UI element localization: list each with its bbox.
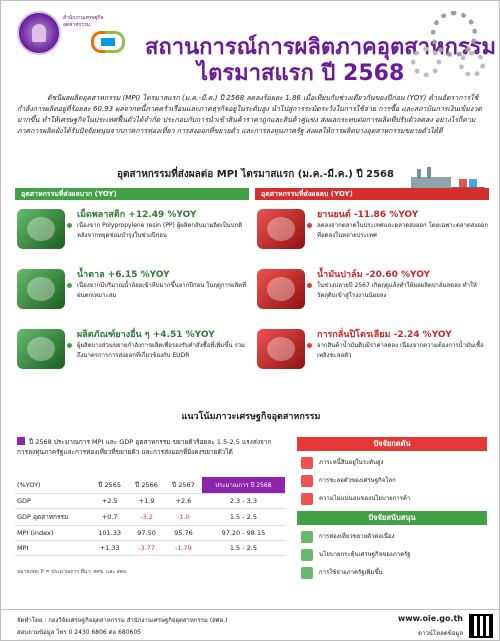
table-cell: +2.6: [165, 494, 202, 509]
industry-desc: เนื่องจาก Polypropylene resin (PP) ผู้ผลิตกลับมาผลิตเป็นปกติหลังจากหยุดซ่อมบำรุงในช่วงปีก่อน: [77, 222, 243, 239]
industry-name: การกลั่นปิโตรเลียม -2.24 %YOY: [317, 330, 452, 340]
mpi-section-title: อุตสาหกรรมที่ส่งผลต่อ MPI ไตรมาสแรก (ม.ค.-มี.ค.) ปี 2568: [117, 169, 394, 180]
table-header: ปี 2567: [165, 477, 202, 494]
table-header: (%YOY): [15, 477, 91, 494]
industry-name: น้ำตาล +6.15 %YOY: [77, 270, 170, 280]
bullet-square-icon: [17, 437, 25, 445]
table-cell: 97.50: [128, 526, 165, 541]
positive-industry-card: [17, 325, 249, 373]
negative-factors-header: ปัจจัยกดดัน: [297, 437, 487, 451]
table-notes: หมายเหตุ: P = ประมาณการ ที่มา: สศช. และ สศอ.: [17, 569, 128, 575]
bullet-dot: [67, 343, 72, 348]
tourism-icon: [301, 531, 313, 543]
outlook-text: [17, 437, 279, 457]
bullet-dot: [307, 223, 312, 228]
table-cell: GDP อุตสาหกรรม: [15, 509, 91, 526]
positive-factor-item: [301, 547, 487, 563]
footer: [1, 609, 500, 641]
table-cell: +0.7: [91, 509, 128, 526]
factor-label: นโยบายกระตุ้นเศรษฐกิจของภาครัฐ: [319, 551, 411, 558]
table-row: [15, 494, 285, 509]
oie-logo: [91, 31, 129, 55]
table-header-forecast: ประมาณการ ปี 2568: [202, 477, 285, 494]
table-cell: +1.33: [91, 541, 128, 556]
negative-factor-item: [301, 491, 487, 507]
website-link[interactable]: www.oie.go.th: [397, 614, 463, 623]
table-cell: 101.33: [91, 526, 128, 541]
industry-desc: จากสินค้าน้ำมันดิบมีราคาลดลง เนื่องจากความต้องการน้ำมันเชื้อเพลิงชะลอตัว: [317, 342, 484, 359]
gears-decoration: [401, 7, 491, 87]
negative-factor-item: [301, 473, 487, 489]
footer-contact: สอบถามข้อมูล โทร 0 2430 6806 ต่อ 680605: [17, 629, 141, 636]
industry-desc: ผู้ผลิตบางส่วนขยายกำลังการผลิตเพื่อรองรับคำสั่งซื้อที่เพิ่มขึ้น รวมถึงมาตรการการส่งออกที่เกี่ยวข้องกับ EUDR: [77, 342, 245, 359]
factor-label: ความไม่แน่นอนของนโยบายการค้า: [319, 495, 411, 502]
table-cell: MPI (index): [15, 526, 91, 541]
trade-icon: [301, 493, 313, 505]
table-row: [15, 541, 285, 556]
refinery-icon: [257, 329, 305, 369]
table-cell: 1.5 - 2.5: [202, 541, 285, 556]
rubber-products-icon: [17, 329, 65, 369]
factor-label: ภาระหนี้สินอยู่ในระดับสูง: [319, 459, 384, 466]
car-icon: [257, 209, 305, 249]
positive-factor-item: [301, 529, 487, 545]
positive-factors-header: ปัจจัยสนับสนุน: [297, 511, 487, 525]
table-header-row: [15, 477, 285, 494]
negative-factor-item: [301, 455, 487, 471]
positive-industries-header: อุตสาหกรรมที่ส่งผลบวก (YOY): [15, 188, 249, 200]
globe-icon: [301, 475, 313, 487]
bullet-dot: [307, 283, 312, 288]
negative-industry-card: [257, 265, 489, 313]
bullet-dot: [67, 223, 72, 228]
policy-icon: [301, 549, 313, 561]
table-cell: +2.5: [91, 494, 128, 509]
ministry-seal-logo: [17, 11, 61, 55]
outlook-section-title: แนวโน้มภาวะเศรษฐกิจอุตสาหกรรม: [181, 412, 321, 422]
factor-label: การชะลอตัวของเศรษฐกิจโลก: [319, 477, 396, 484]
negative-industry-card: [257, 325, 489, 373]
debt-icon: [301, 457, 313, 469]
factor-label: การใช้จ่ายภาครัฐเพิ่มขึ้น: [319, 569, 383, 576]
outlook-paragraph: ปี 2568 ประมาณการ MPI และ GDP อุตสาหกรรม ขยายตัวร้อยละ 1.5-2.5 แรงส่งจากการลงทุนภาครัฐและการท่องเที่ยวที่ขยายตัว และการส่งออกที่ยังคงขยายตัวได้: [17, 438, 272, 456]
palm-oil-icon: [257, 269, 305, 309]
negative-industries-header: อุตสาหกรรมที่ส่งผลลบ (YOY): [255, 188, 489, 200]
table-cell: -1.79: [165, 541, 202, 556]
header: [1, 1, 500, 89]
industry-name: น้ำมันปาล์ม -20.60 %YOY: [317, 270, 431, 280]
table-cell: 2.3 - 3.3: [202, 494, 285, 509]
industry-desc: ลดลงจากตลาดในประเทศและตลาดส่งออก โดยเฉพาะตลาดส่งออกที่ลดลงในหลายประเทศ: [317, 222, 489, 239]
org-name: สำนักงานเศรษฐกิจอุตสาหกรรม: [63, 15, 104, 28]
table-cell: -3.77: [128, 541, 165, 556]
table-cell: MPI: [15, 541, 91, 556]
positive-industry-card: [17, 205, 249, 253]
page-title-line1: สถานการณ์การผลิตภาคอุตสาหกรรม: [145, 35, 497, 60]
plastic-pellets-icon: [17, 209, 65, 249]
bullet-dot: [67, 283, 72, 288]
industry-desc: ในช่วงปลายปี 2567 เกิดฤดูแล้งทำให้ผลผลิตปาล์มลดลง ทำให้วัตถุดิบเข้าสู่โรงงานน้อยลง: [317, 282, 477, 299]
page-title-line2: ไตรมาสแรก ปี 2568: [197, 61, 405, 86]
qr-label: ดาวน์โหลดข้อมูล: [418, 630, 463, 637]
forecast-table: [15, 477, 285, 556]
industry-name: เม็ดพลาสติก +12.49 %YOY: [77, 210, 197, 220]
factor-label: การท่องเที่ยวขยายตัวต่อเนื่อง: [319, 533, 395, 540]
sugar-icon: [17, 269, 65, 309]
table-row: [15, 526, 285, 541]
table-cell: GDP: [15, 494, 91, 509]
table-cell: -1.0: [165, 509, 202, 526]
qr-code-icon[interactable]: [469, 614, 493, 638]
positive-factor-item: [301, 565, 487, 581]
table-cell: 95.76: [165, 526, 202, 541]
industry-name: ยานยนต์ -11.86 %YOY: [317, 210, 419, 220]
negative-industry-card: [257, 205, 489, 253]
table-cell: 97.20 - 98.15: [202, 526, 285, 541]
table-cell: -3.2: [128, 509, 165, 526]
bullet-dot: [307, 343, 312, 348]
positive-industry-card: [17, 265, 249, 313]
table-header: ปี 2565: [91, 477, 128, 494]
table-cell: 1.5 - 2.5: [202, 509, 285, 526]
industry-name: ผลิตภัณฑ์ยางอื่น ๆ +4.51 %YOY: [77, 330, 215, 340]
table-row: [15, 509, 285, 526]
intro-paragraph: ดัชนีผลผลิตอุตสาหกรรม (MPI) ไตรมาสแรก (ม.ค.-มี.ค.) ปี 2568 ลดลงร้อยละ 1.86 เมื่อเทียบกับช่วงเดียวกันของปีก่อน (YOY) ด้านอัตราการใช้กำลังการผลิตอยู่ที่ร้อยละ 60.93 ผลจากหนี้ภาคครัวเรือนและภาคธุรกิจอยู่ในระดับสูง นำไปสู่การระมัดระวังในการใช้จ่าย การซื้อ และสถาบันการเงินเข้มงวดมากขึ้น ทำให้เศรษฐกิจในประเทศฟื้นตัวได้จำกัด ประกอบกับการนำเข้าสินค้าราคาถูกและสินค้าคู่แข่ง ส่งผลกระทบต่อการผลิตที่ปรับตัวลดลง อย่างไรก็ตาม ภาคการผลิตยังได้รับปัจจัยหนุนจากภาคการท่องเที่ยว การส่งออกที่ขยายตัว และการลงทุนภาครัฐ ส่งผลให้การผลิตบางอุตสาหกรรมขยายตัวได้ดี: [17, 94, 482, 135]
government-spending-icon: [301, 567, 313, 579]
table-cell: +1.9: [128, 494, 165, 509]
industry-desc: เนื่องจากมีปริมาณน้ำอ้อยเข้าหีบมากขึ้นจากปีก่อน ในฤดูการผลิตที่ฝนตกเหมาะสม: [77, 282, 247, 299]
footer-credit: จัดทำโดย : กองวิจัยเศรษฐกิจอุตสาหกรรม สำนักงานเศรษฐกิจอุตสาหกรรม (สศอ.): [17, 617, 228, 624]
table-header: ปี 2566: [128, 477, 165, 494]
